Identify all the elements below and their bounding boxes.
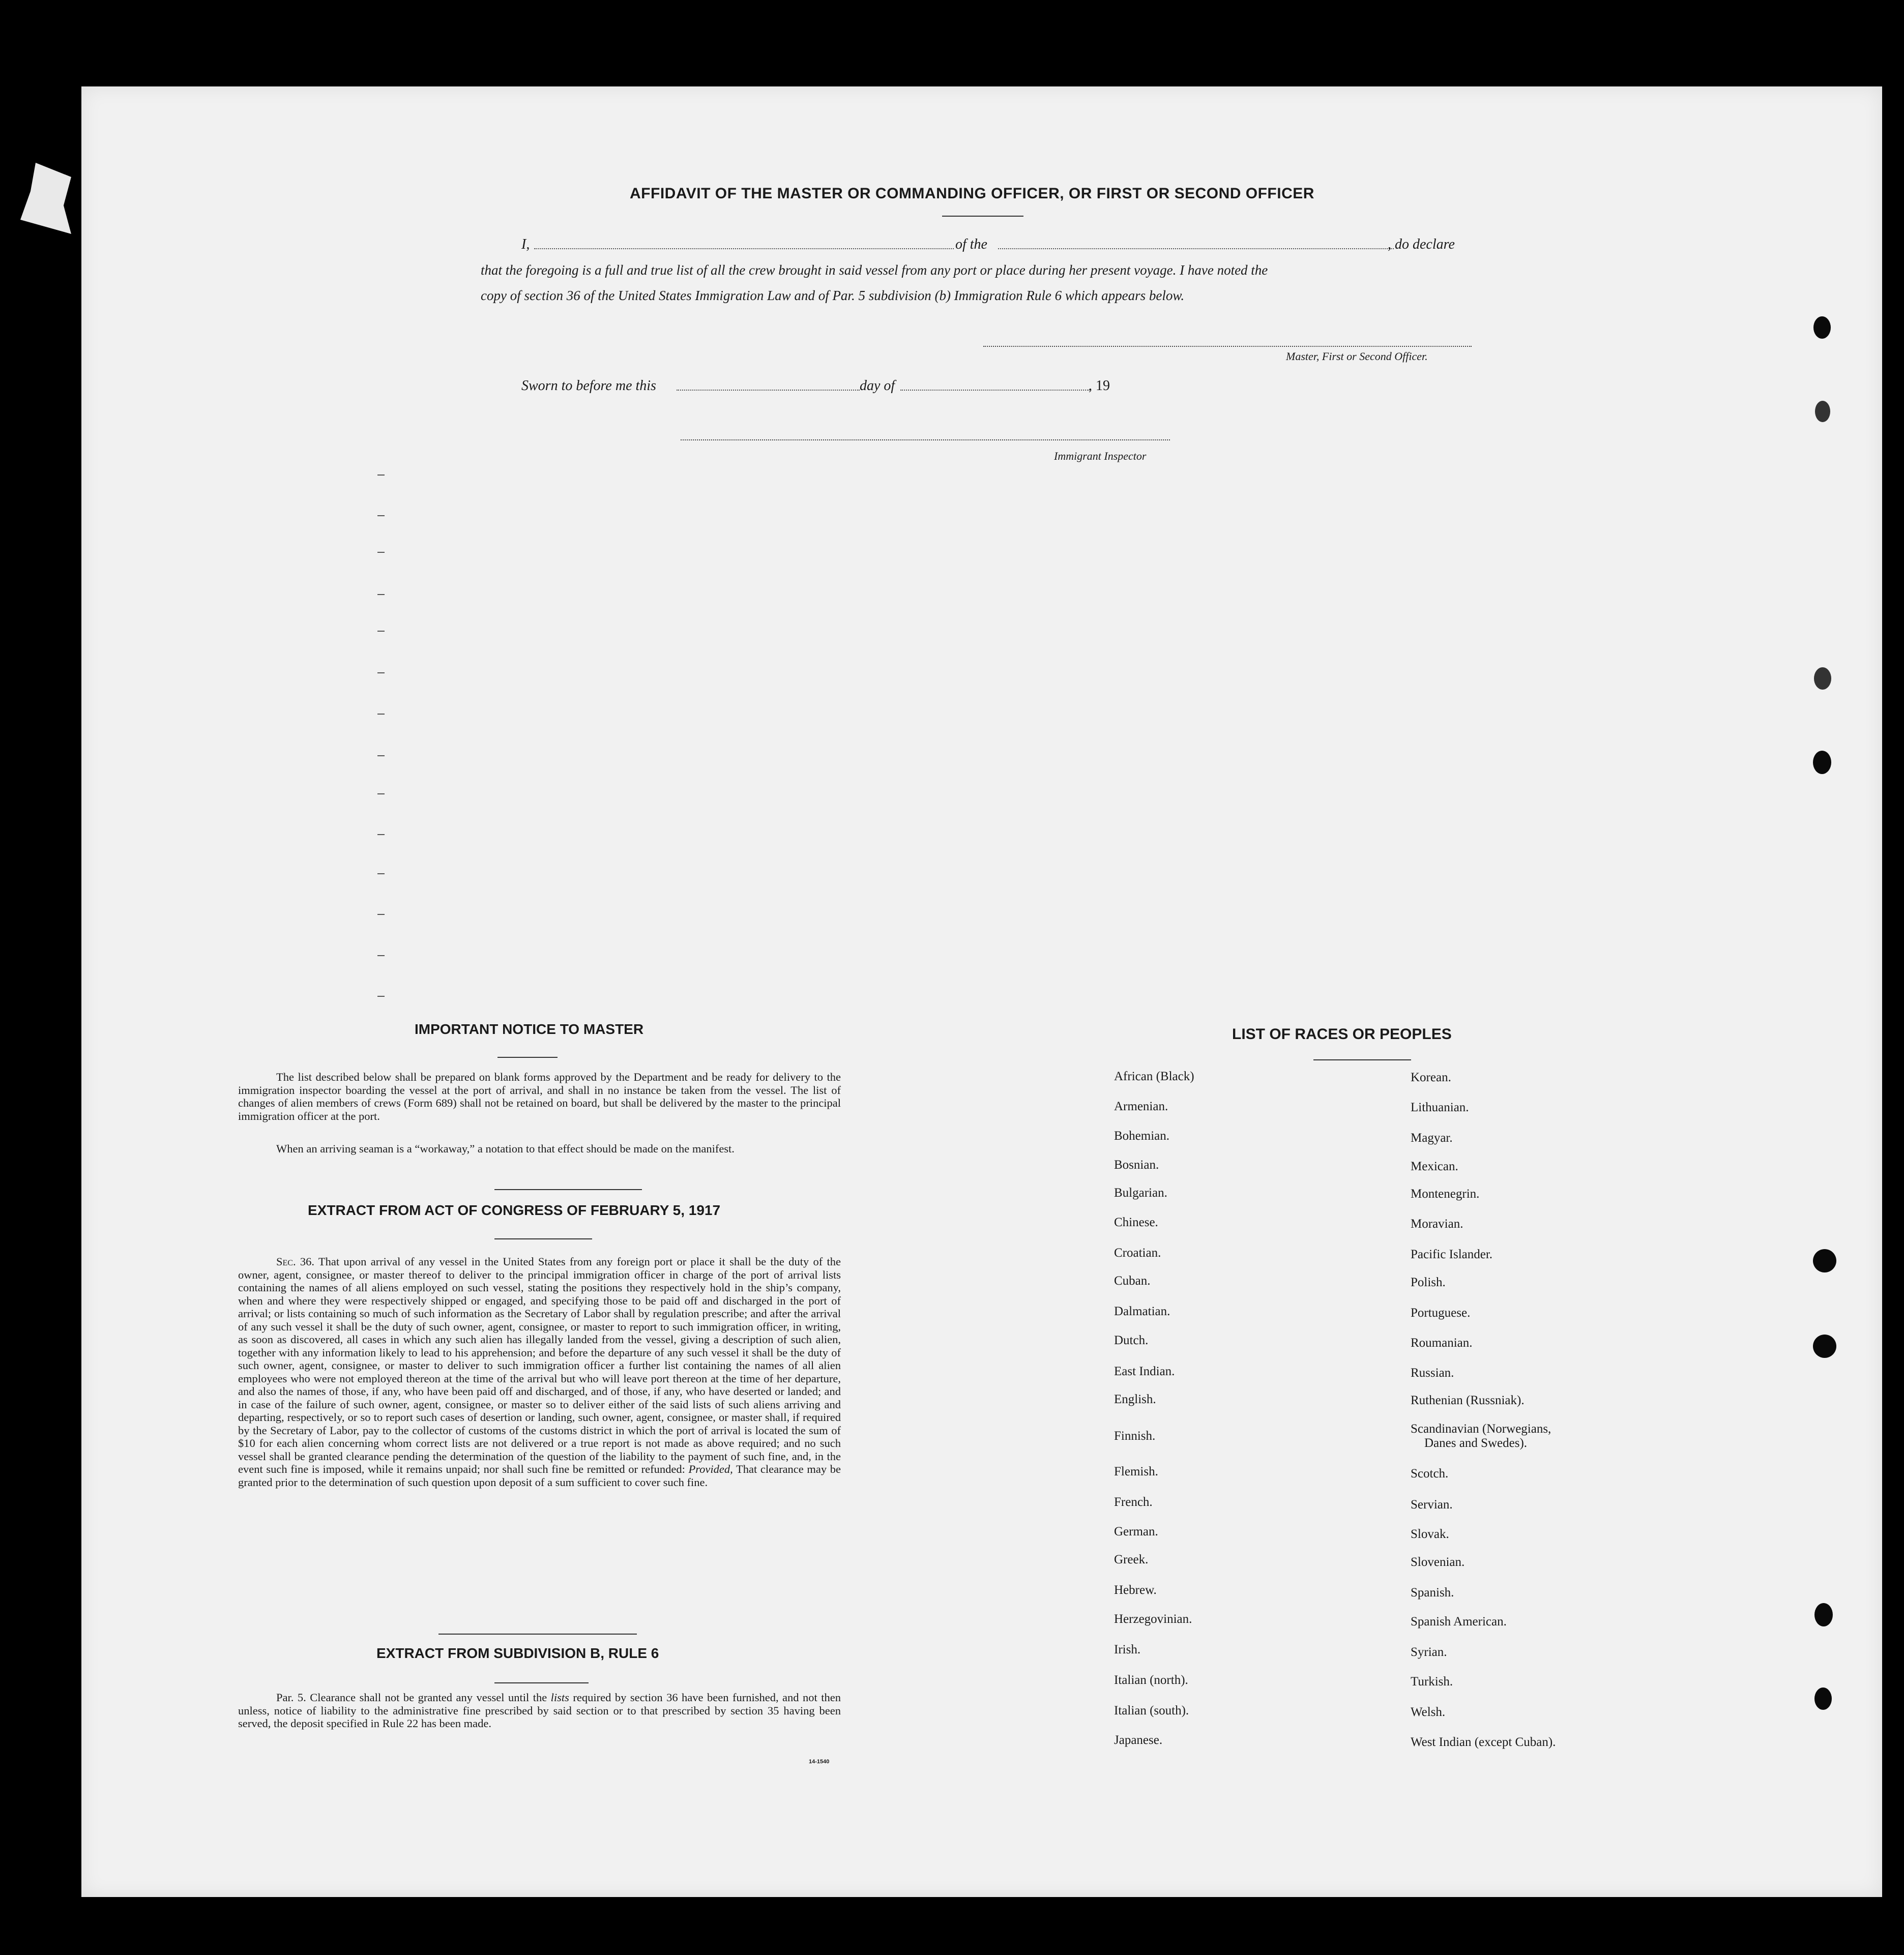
- lists-word: lists: [550, 1691, 569, 1704]
- race-item: Roumanian.: [1411, 1336, 1473, 1350]
- race-item: Portuguese.: [1411, 1306, 1471, 1320]
- margin-tick: [377, 672, 385, 673]
- name-field[interactable]: [534, 248, 954, 249]
- race-item: Bohemian.: [1114, 1129, 1170, 1143]
- form-number: 14-1540: [809, 1759, 830, 1765]
- race-item: Italian (south).: [1114, 1704, 1189, 1717]
- extract-act-body: 36. That upon arrival of any vessel in the United States from any foreign port or place it shall be the duty of the owner, agent, consignee, or master thereof to deliver to the principal immigration officer in charge of the port of arrival lists containing the names of all aliens employed on such vessel, stating the positions they respectively hold in the ship’s company, when and where they were respectively shipped or engaged, and specifying those to be paid off and discharged in the port of arrival; or lists containing so much of such information as the Secretary of Labor shall by regulation prescribe; and after the arrival of any such vessel it shall be the duty of such owner, agent, consignee, or master to report to such immigration officer, in writing, as soon as discovered, all cases in which any such alien has illegally landed from the vessel, giving a description of such alien, together with any information likely to lead to his apprehension; and before the departure of any such vessel it shall be the duty of such owner, agent, consignee, or master to deliver to such immigration officer a further list containing the names of all alien employees who were not employed thereon at the time of the arrival but who will leave port thereon at the time of her departure, and also the names of those, if any, who have been paid off and discharged, and of those, if any, who have deserted or landed; and in case of the failure of such owner, agent, consignee, or master so to deliver either of the said lists of such aliens arriving and departing, respectively, or so to report such cases of desertion or landing, such owner, agent, consignee, or master shall, if required by the Secretary of Labor, pay to the collector of customs of the customs district in which the port of arrival is located the sum of $10 for each alien concerning whom correct lists are not delivered or a true report is not made as above required; and no such vessel shall be granted clearance pending the determination of the question of the liability to the payment of such fine, and, in the event such fine is imposed, while it remains unpaid; nor shall such fine be remitted or refunded:: [238, 1255, 841, 1475]
- race-item: Montenegrin.: [1411, 1187, 1480, 1201]
- race-item: Korean.: [1411, 1071, 1451, 1084]
- title-underline: [942, 216, 1023, 217]
- race-item: Armenian.: [1114, 1100, 1168, 1113]
- margin-tick: [377, 631, 385, 632]
- race-item: West Indian (except Cuban).: [1411, 1735, 1556, 1749]
- race-item: Slovak.: [1411, 1527, 1449, 1541]
- notice-paragraph: When an arriving seaman is a “workaway,” a notation to that effect should be made on the manifest.: [276, 1142, 735, 1155]
- extract-rule-underline: [494, 1682, 589, 1683]
- extract-rule-title: EXTRACT FROM SUBDIVISION B, RULE 6: [376, 1645, 659, 1661]
- races-title: LIST OF RACES OR PEOPLES: [1232, 1026, 1452, 1043]
- punch-hole: [1814, 1687, 1832, 1710]
- margin-tick: [377, 475, 385, 476]
- sec-label: Sec.: [276, 1255, 296, 1268]
- margin-tick: [377, 914, 385, 915]
- inspector-caption: Immigrant Inspector: [1054, 450, 1147, 462]
- race-item: Finnish.: [1114, 1429, 1156, 1443]
- race-item: Danes and Swedes).: [1424, 1436, 1528, 1450]
- margin-tick: [377, 955, 385, 956]
- rule-text-end: required by section 36 have been furnished, and not then unless, notice of liability to the administrative fine prescribed by said section or to that prescribed by section 35 having been served, the deposit specified in Rule 22 has been made.: [238, 1691, 841, 1730]
- race-item: Turkish.: [1411, 1675, 1453, 1689]
- race-item: Flemish.: [1114, 1465, 1158, 1478]
- notice-title: IMPORTANT NOTICE TO MASTER: [415, 1021, 644, 1037]
- document-page: [81, 86, 1882, 1897]
- extract-act-end: That clearance may be granted prior to the determination of such question upon deposit of a sum sufficient to cover such fine.: [238, 1463, 841, 1489]
- race-item: Syrian.: [1411, 1645, 1447, 1659]
- race-item: Chinese.: [1114, 1216, 1158, 1229]
- race-item: Russian.: [1411, 1366, 1454, 1380]
- punch-hole: [1813, 751, 1831, 774]
- race-item: Bosnian.: [1114, 1158, 1159, 1172]
- extract-rule-text: [238, 1691, 841, 1730]
- race-item: Bulgarian.: [1114, 1186, 1167, 1200]
- race-item: Croatian.: [1114, 1246, 1161, 1260]
- affidavit-line3: copy of section 36 of the United States Immigration Law and of Par. 5 subdivision (b) Immigration Rule 6 which appears below.: [481, 288, 1185, 303]
- punch-hole: [1813, 316, 1831, 339]
- signature-line[interactable]: [983, 346, 1472, 347]
- divider: [494, 1189, 642, 1190]
- race-item: Irish.: [1114, 1643, 1141, 1656]
- race-item: Polish.: [1411, 1276, 1446, 1289]
- race-item: East Indian.: [1114, 1365, 1175, 1378]
- punch-hole: [1814, 1603, 1833, 1626]
- margin-tick: [377, 834, 385, 835]
- signature-caption: Master, First or Second Officer.: [1286, 350, 1428, 363]
- race-item: Scotch.: [1411, 1467, 1449, 1480]
- race-item: Herzegovinian.: [1114, 1612, 1192, 1626]
- rule-text-start: Par. 5. Clearance shall not be granted any vessel until the: [276, 1691, 551, 1704]
- do-declare: , do declare: [1388, 236, 1455, 252]
- year-prefix: , 19: [1089, 378, 1110, 394]
- sworn-label: Sworn to before me this: [521, 378, 656, 394]
- extract-act-underline: [494, 1238, 592, 1239]
- sworn-month-field[interactable]: [900, 390, 1090, 391]
- race-item: Lithuanian.: [1411, 1101, 1469, 1114]
- margin-tick: [377, 515, 385, 516]
- margin-tick: [377, 755, 385, 756]
- torn-corner-left: [20, 163, 71, 234]
- race-item: English.: [1114, 1393, 1156, 1406]
- notice-underline: [497, 1057, 558, 1058]
- affidavit-title: AFFIDAVIT OF THE MASTER OR COMMANDING OFFICER, OR FIRST OR SECOND OFFICER: [630, 185, 1314, 202]
- races-underline: [1313, 1059, 1411, 1060]
- race-item: German.: [1114, 1525, 1158, 1538]
- punch-hole: [1815, 401, 1830, 422]
- race-item: Scandinavian (Norwegians,: [1411, 1422, 1551, 1436]
- race-item: Japanese.: [1114, 1733, 1163, 1747]
- race-item: Italian (north).: [1114, 1673, 1188, 1687]
- race-item: Servian.: [1411, 1498, 1453, 1512]
- divider: [438, 1634, 637, 1635]
- race-item: French.: [1114, 1495, 1153, 1509]
- i-label: I,: [521, 236, 530, 252]
- affidavit-line1: [521, 233, 1473, 256]
- of-the-label: of the: [955, 236, 987, 252]
- race-item: Slovenian.: [1411, 1555, 1465, 1569]
- margin-tick: [377, 793, 385, 794]
- extract-act-text: [238, 1255, 841, 1489]
- sworn-day-field[interactable]: [677, 390, 860, 391]
- punch-hole: [1813, 1335, 1836, 1358]
- margin-tick: [377, 873, 385, 874]
- race-item: African (Black): [1114, 1070, 1194, 1083]
- race-item: Pacific Islander.: [1411, 1248, 1493, 1261]
- race-item: Mexican.: [1411, 1160, 1458, 1173]
- notice-paragraph: The list described below shall be prepared on blank forms approved by the Department and be ready for delivery to the immigration inspector boarding the vessel at the port of arrival, and shall in no instance be taken from the vessel. The list of changes of alien members of crews (Form 689) shall not be retained on board, but shall be delivered by the master to the principal immigration officer at the port.: [238, 1071, 841, 1122]
- provided-word: Provided,: [688, 1463, 733, 1475]
- margin-tick: [377, 594, 385, 595]
- race-item: Dalmatian.: [1114, 1305, 1170, 1318]
- race-item: Cuban.: [1114, 1274, 1151, 1288]
- margin-tick: [377, 996, 385, 997]
- affidavit-line2: that the foregoing is a full and true list of all the crew brought in said vessel from any port or place during her present voyage. I have noted the: [481, 262, 1268, 278]
- race-item: Spanish American.: [1411, 1615, 1507, 1628]
- margin-tick: [377, 552, 385, 553]
- race-item: Dutch.: [1114, 1334, 1149, 1347]
- race-item: Magyar.: [1411, 1131, 1453, 1145]
- inspector-signature-line[interactable]: [681, 439, 1170, 440]
- race-item: Welsh.: [1411, 1705, 1446, 1719]
- vessel-field[interactable]: [998, 248, 1394, 249]
- extract-act-title: EXTRACT FROM ACT OF CONGRESS OF FEBRUARY 5, 1917: [308, 1202, 721, 1218]
- punch-hole: [1813, 1249, 1836, 1272]
- race-item: Hebrew.: [1114, 1583, 1157, 1597]
- race-item: Spanish.: [1411, 1586, 1454, 1599]
- margin-tick: [377, 714, 385, 715]
- race-item: Moravian.: [1411, 1217, 1463, 1231]
- punch-hole: [1814, 667, 1831, 690]
- race-item: Greek.: [1114, 1553, 1149, 1566]
- race-item: Ruthenian (Russniak).: [1411, 1394, 1525, 1407]
- day-of-label: day of: [860, 378, 895, 394]
